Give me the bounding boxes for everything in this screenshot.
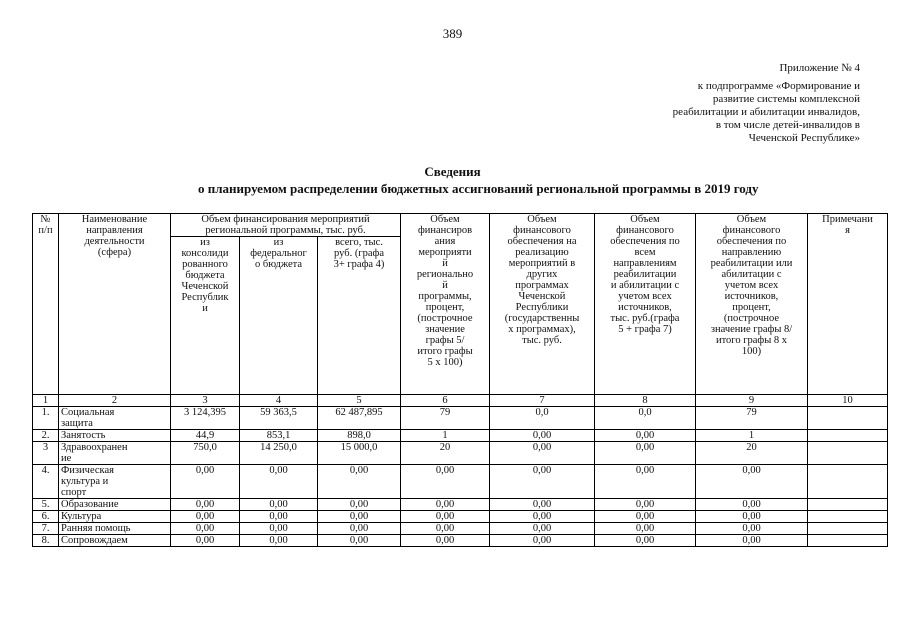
table-cell: 0,00 <box>490 442 595 465</box>
table-cell: 0,00 <box>595 523 696 535</box>
table-cell: 0,00 <box>318 511 401 523</box>
table-cell: 0,00 <box>318 523 401 535</box>
table-cell: 0,00 <box>696 465 808 499</box>
table-cell: 20 <box>401 442 490 465</box>
page-number: 389 <box>442 26 463 41</box>
table-cell: 1 <box>696 430 808 442</box>
document-subtitle: о планируемом распределении бюджетных ассигнований региональной программы в 2019 году <box>198 181 759 196</box>
table-cell: 0,00 <box>595 535 696 547</box>
header-direction-percent: Объем финансового обеспечения по направлению реабилитации или абилитации с учетом всех источников, процент, (построчное значение графы 8/ итого графы 8 х 100) <box>696 214 808 395</box>
header-federal-budget: из федеральног о бюджета <box>240 237 318 395</box>
table-cell: 0,00 <box>490 465 595 499</box>
table-cell <box>808 465 888 499</box>
column-number: 5 <box>318 395 401 407</box>
direction-name-cell: Культура <box>59 511 171 523</box>
allocation-table <box>32 213 888 547</box>
table-cell: 0,00 <box>490 523 595 535</box>
table-cell: 0,00 <box>490 430 595 442</box>
table-cell: 0,00 <box>240 465 318 499</box>
header-all-directions: Объем финансового обеспечения по всем направлениям реабилитации и абилитации с учетом всех источников, тыс. руб.(графа 5 + графа 7) <box>595 214 696 395</box>
column-number: 6 <box>401 395 490 407</box>
header-direction: Наименование направления деятельности (сфера) <box>59 214 171 395</box>
table-row <box>33 535 888 547</box>
table-cell: 0,00 <box>490 535 595 547</box>
table-cell: 0,00 <box>171 535 240 547</box>
column-number: 1 <box>33 395 59 407</box>
table-cell: 0,00 <box>240 511 318 523</box>
table-cell <box>808 407 888 430</box>
table-cell: 62 487,895 <box>318 407 401 430</box>
column-number: 4 <box>240 395 318 407</box>
direction-name-cell: Ранняя помощь <box>59 523 171 535</box>
appendix-subtitle: к подпрограмме «Формирование и развитие системы комплексной реабилитации и абилитации инвалидов, в том числе детей-инвалидов в Чеченской Республике» <box>672 80 860 144</box>
header-financing-group: Объем финансирования мероприятий региональной программы, тыс. руб. <box>171 214 401 237</box>
table-cell: 0,00 <box>401 499 490 511</box>
table-cell: 1 <box>401 430 490 442</box>
table-cell <box>808 535 888 547</box>
table-cell: 750,0 <box>171 442 240 465</box>
direction-name-cell: Здравоохранен ие <box>59 442 171 465</box>
header-row-number: № п/п <box>33 214 59 395</box>
table-cell: 0,00 <box>595 465 696 499</box>
table-cell: 59 363,5 <box>240 407 318 430</box>
direction-name-cell: Физическая культура и спорт <box>59 465 171 499</box>
direction-name-cell: Сопровождаем <box>59 535 171 547</box>
column-number: 8 <box>595 395 696 407</box>
table-cell: 0,00 <box>240 523 318 535</box>
table-cell: 4. <box>33 465 59 499</box>
table-cell: 0,00 <box>490 511 595 523</box>
table-cell: 14 250,0 <box>240 442 318 465</box>
table-row <box>33 407 888 430</box>
table-cell: 6. <box>33 511 59 523</box>
table-row <box>33 511 888 523</box>
table-cell: 0,00 <box>595 442 696 465</box>
table-cell: 0,00 <box>171 499 240 511</box>
table-cell: 3 <box>33 442 59 465</box>
table-cell: 0,00 <box>171 465 240 499</box>
table-cell: 0,00 <box>401 511 490 523</box>
header-row-1 <box>33 214 888 237</box>
appendix-title: Приложение № 4 <box>779 62 860 74</box>
table-row <box>33 442 888 465</box>
column-number: 9 <box>696 395 808 407</box>
table-cell: 1. <box>33 407 59 430</box>
header-other-programs: Объем финансового обеспечения на реализацию мероприятий в других программах Чеченской Республики (государственны х программах), тыс. руб. <box>490 214 595 395</box>
column-number: 2 <box>59 395 171 407</box>
table-cell: 0,00 <box>401 535 490 547</box>
header-financing-percent: Объем финансиров ания мероприяти й регионально й программы, процент, (построчное значение графы 5/ итого графы 5 х 100) <box>401 214 490 395</box>
table-cell: 8. <box>33 535 59 547</box>
column-number: 7 <box>490 395 595 407</box>
table-cell: 0,0 <box>490 407 595 430</box>
table-cell <box>808 430 888 442</box>
table-cell: 0,00 <box>240 499 318 511</box>
table-cell: 0,00 <box>696 535 808 547</box>
direction-name-cell: Социальная защита <box>59 407 171 430</box>
table-cell: 0,00 <box>595 430 696 442</box>
table-cell: 20 <box>696 442 808 465</box>
table-cell <box>808 523 888 535</box>
column-number: 3 <box>171 395 240 407</box>
table-cell <box>808 499 888 511</box>
table-cell <box>808 442 888 465</box>
direction-name-cell: Занятость <box>59 430 171 442</box>
table-cell: 0,00 <box>401 465 490 499</box>
table-cell: 0,0 <box>595 407 696 430</box>
direction-name-cell: Образование <box>59 499 171 511</box>
document-title: Сведения <box>424 164 481 179</box>
table-cell: 5. <box>33 499 59 511</box>
table-row <box>33 430 888 442</box>
column-number: 10 <box>808 395 888 407</box>
table-cell: 0,00 <box>595 499 696 511</box>
table-cell: 3 124,395 <box>171 407 240 430</box>
table-cell <box>808 511 888 523</box>
table-cell: 853,1 <box>240 430 318 442</box>
header-total: всего, тыс. руб. (графа 3+ графа 4) <box>318 237 401 395</box>
table-cell: 898,0 <box>318 430 401 442</box>
table-cell: 79 <box>696 407 808 430</box>
table-row <box>33 499 888 511</box>
table-cell: 0,00 <box>318 465 401 499</box>
table-cell: 0,00 <box>595 511 696 523</box>
table-cell: 2. <box>33 430 59 442</box>
table-cell: 0,00 <box>401 523 490 535</box>
table-cell: 44,9 <box>171 430 240 442</box>
table-row <box>33 465 888 499</box>
table-cell: 79 <box>401 407 490 430</box>
table-cell: 0,00 <box>696 523 808 535</box>
table-cell: 0,00 <box>171 523 240 535</box>
table-row <box>33 523 888 535</box>
header-notes: Примечани я <box>808 214 888 395</box>
column-number-row <box>33 395 888 407</box>
table-cell: 0,00 <box>318 499 401 511</box>
table-cell: 0,00 <box>240 535 318 547</box>
table-cell: 0,00 <box>318 535 401 547</box>
table-cell: 0,00 <box>490 499 595 511</box>
header-consolidated-budget: из консолиди рованного бюджета Чеченской Республик и <box>171 237 240 395</box>
table-cell: 15 000,0 <box>318 442 401 465</box>
table-cell: 0,00 <box>696 511 808 523</box>
table-cell: 0,00 <box>696 499 808 511</box>
table-cell: 7. <box>33 523 59 535</box>
table-cell: 0,00 <box>171 511 240 523</box>
